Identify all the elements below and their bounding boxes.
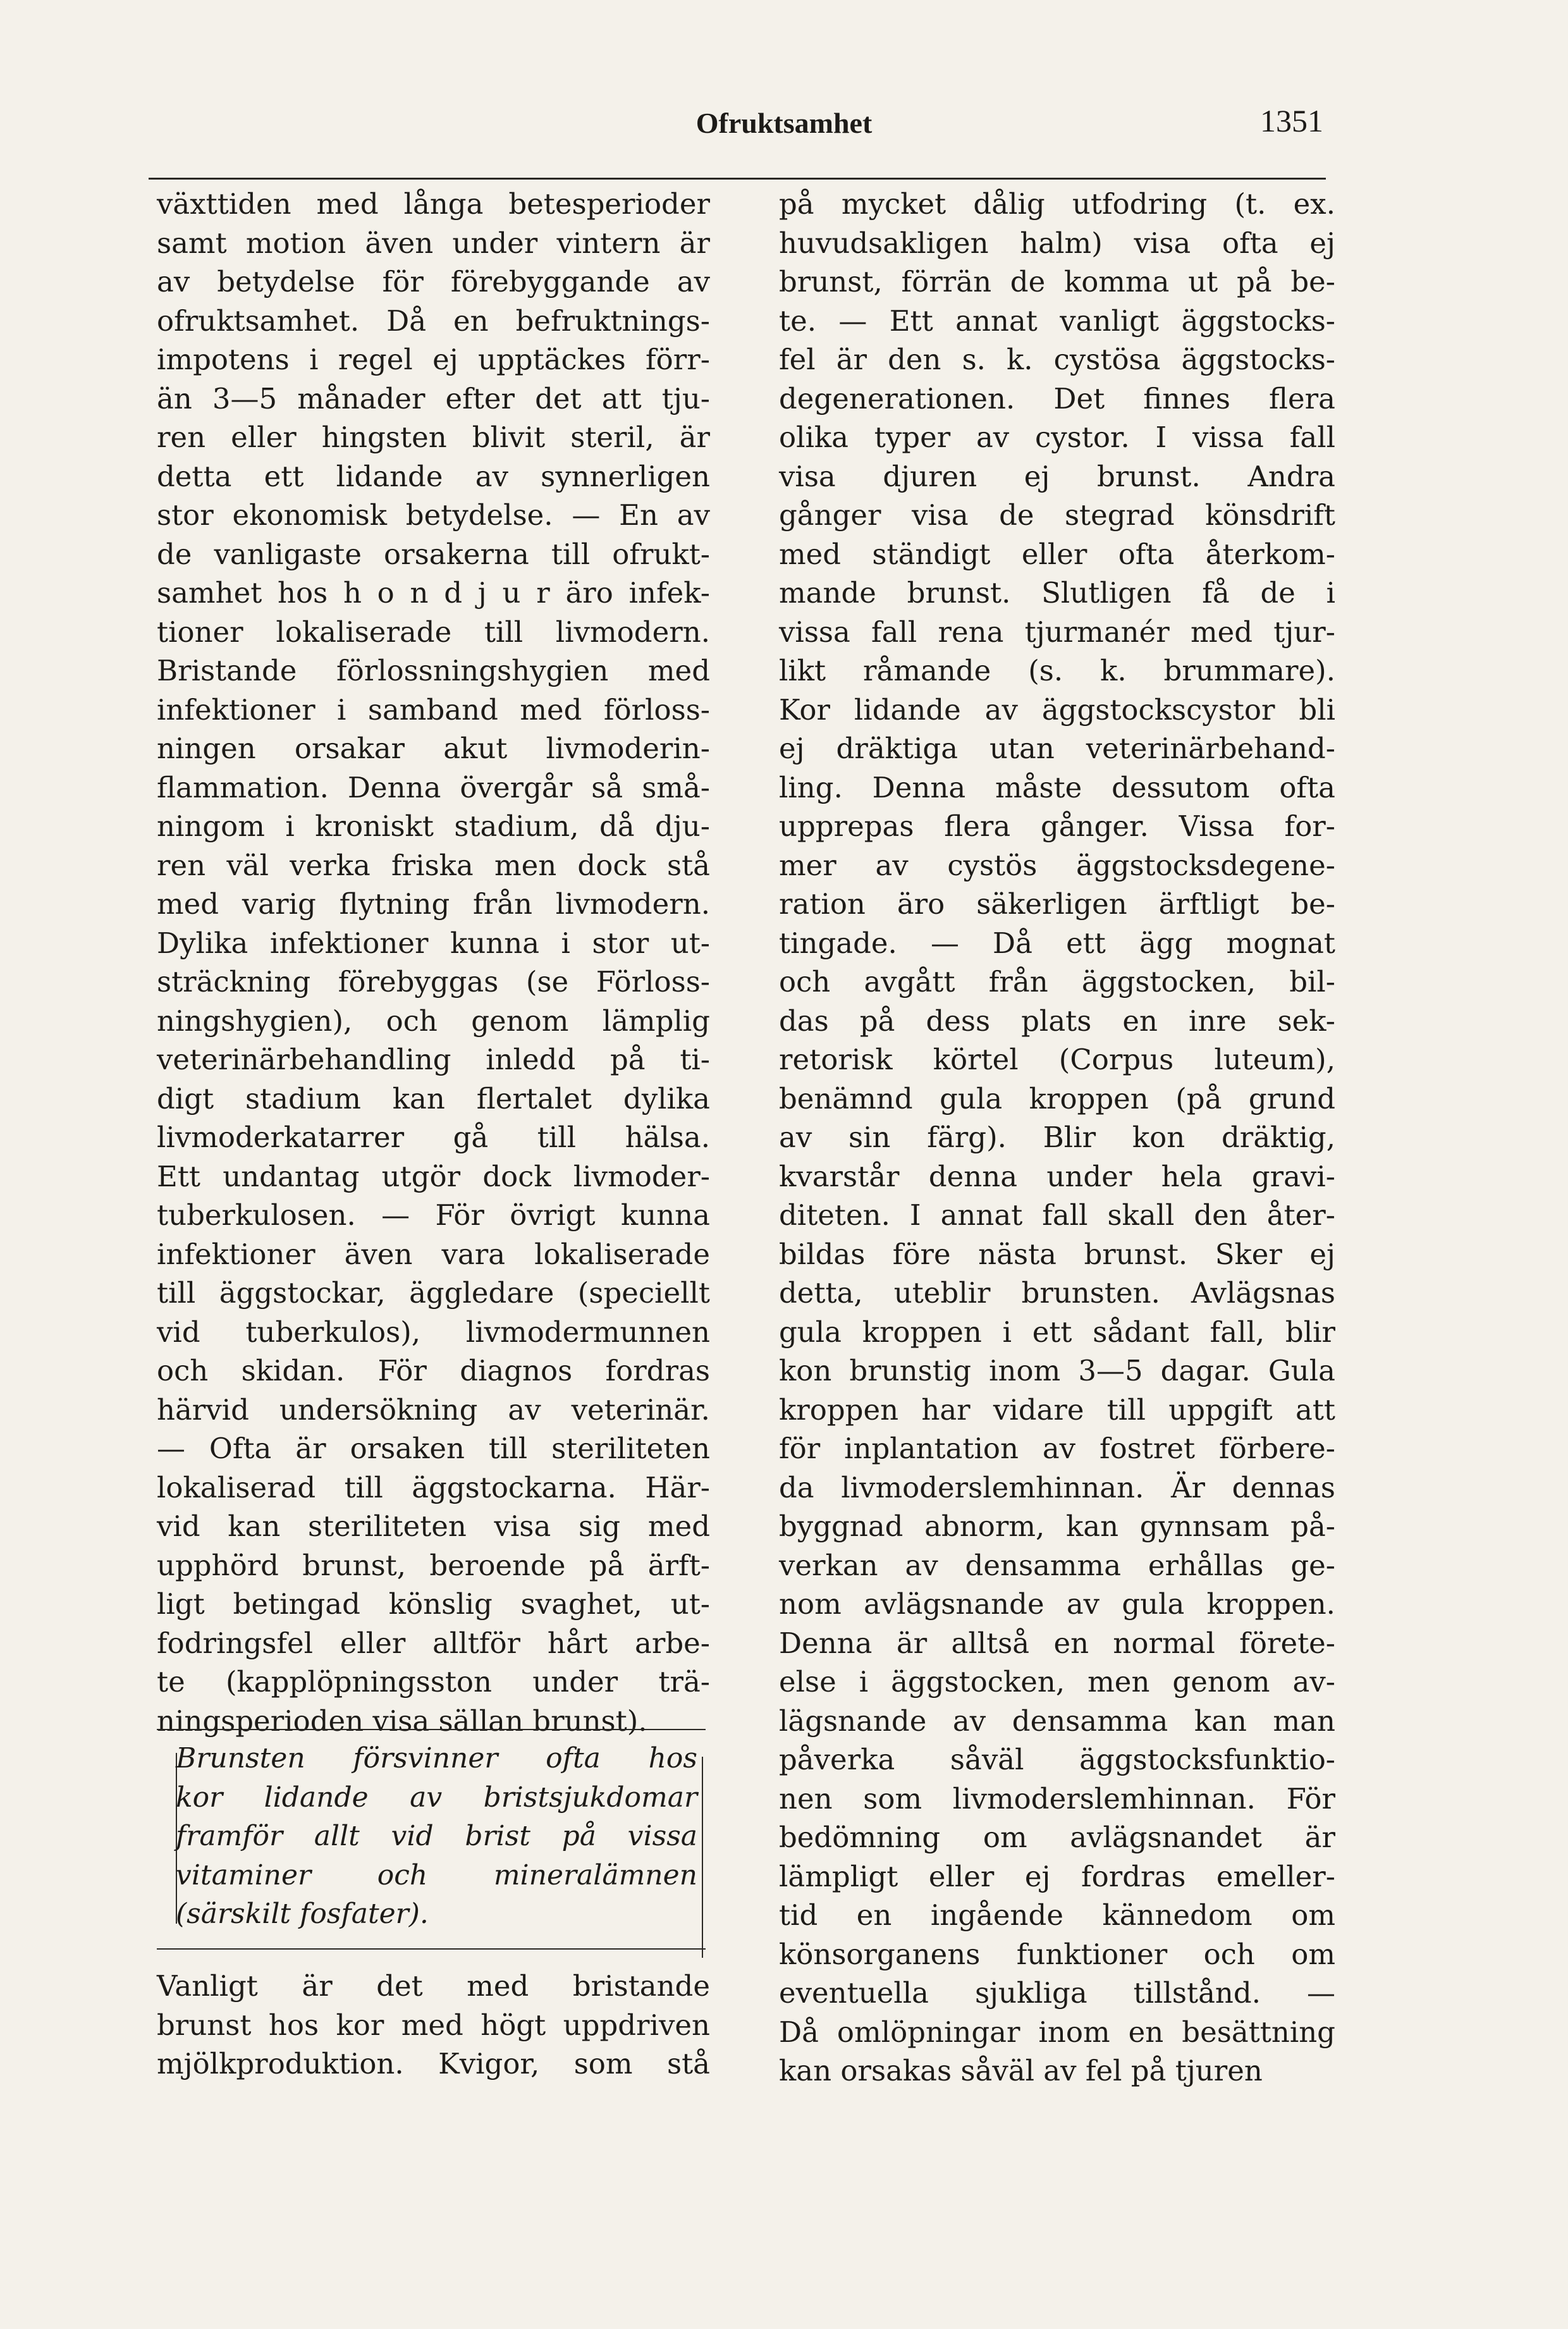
text-line: ningen orsakar akut livmoderin- [157, 732, 710, 765]
text-line: likt råmande (s. k. brummare). [779, 654, 1335, 687]
text-line: med varig flytning från livmodern. [157, 887, 710, 921]
text-line: Då omlöpningar inom en besättning [779, 2015, 1335, 2049]
text-line: nen som livmoderslemhinnan. För [779, 1781, 1335, 1816]
running-head-title: Ofruktsamhet [695, 107, 873, 139]
text-line: framför allt vid brist på vissa [176, 1820, 697, 1852]
text-line: ligt betingad könslig svaghet, ut- [157, 1587, 710, 1621]
text-line: nom avlägsnande av gula kroppen. [779, 1587, 1335, 1621]
text-line: Dylika infektioner kunna i stor ut- [157, 926, 710, 960]
text-line: och skidan. För diagnos fordras [157, 1354, 710, 1387]
text-line: Ett undantag utgör dock livmoder- [157, 1159, 710, 1193]
text-line: Denna är alltså en normal förete- [779, 1626, 1335, 1660]
text-line: tuberkulosen. — För övrigt kunna [157, 1198, 710, 1232]
text-line: på mycket dålig utfodring (t. ex. [779, 187, 1335, 221]
text-line: mande brunst. Slutligen få de i [779, 576, 1335, 610]
text-line: tid en ingående kännedom om [779, 1898, 1335, 1932]
text-line: ej dräktiga utan veterinärbehand- [779, 732, 1335, 765]
text-line: och avgått från äggstocken, bil- [779, 965, 1335, 999]
text-line: infektioner i samband med förloss- [157, 692, 710, 727]
text-line: med ständigt eller ofta återkom- [779, 537, 1335, 571]
text-line: retorisk körtel (Corpus luteum), [779, 1043, 1335, 1076]
text-line: härvid undersökning av veterinär. [157, 1392, 710, 1427]
header-rule [149, 178, 1326, 180]
text-line: else i äggstocken, men genom av- [779, 1665, 1335, 1699]
text-line: växttiden med långa betesperioder [157, 187, 710, 221]
text-line: flammation. Denna övergår så små- [157, 770, 710, 804]
text-line: lämpligt eller ej fordras emeller- [779, 1859, 1335, 1893]
text-line: infektioner även vara lokaliserade [157, 1237, 710, 1271]
text-line: påverka såväl äggstocksfunktio- [779, 1743, 1335, 1776]
text-line: till äggstockar, äggledare (speciellt [157, 1276, 710, 1310]
text-line: ling. Denna måste dessutom ofta [779, 770, 1335, 804]
text-line: livmoderkatarrer gå till hälsa. [157, 1121, 710, 1154]
text-line: te. — Ett annat vanligt äggstocks- [779, 304, 1335, 338]
text-line: fodringsfel eller alltför hårt arbe- [157, 1626, 710, 1660]
text-line: kvarstår denna under hela gravi- [779, 1159, 1335, 1193]
text-line: samt motion även under vintern är [157, 226, 710, 260]
text-line: mer av cystös äggstocksdegene- [779, 848, 1335, 882]
left-column [157, 185, 710, 1740]
text-line: gula kroppen i ett sådant fall, blir [779, 1315, 1335, 1349]
text-line: av sin färg). Blir kon dräktig, [779, 1121, 1335, 1154]
text-line: upphörd brunst, beroende på ärft- [157, 1548, 710, 1582]
sidebox-note [176, 1739, 697, 1934]
text-line: brunst hos kor med högt uppdriven [157, 2008, 710, 2042]
text-line: Brunsten försvinner ofta hos [176, 1742, 697, 1774]
text-line: degenerationen. Det finnes flera [779, 381, 1335, 415]
text-line: ren eller hingsten blivit steril, är [157, 421, 710, 454]
text-line: sträckning förebyggas (se Förloss- [157, 965, 710, 999]
text-line: vissa fall rena tjurmanér med tjur- [779, 615, 1335, 649]
text-line: brunst, förrän de komma ut på be- [779, 265, 1335, 298]
text-line: vid kan steriliteten visa sig med [157, 1509, 710, 1543]
text-line: lägsnande av densamma kan man [779, 1704, 1335, 1738]
text-line: upprepas flera gånger. Vissa for- [779, 809, 1335, 843]
text-line: kroppen har vidare till uppgift att [779, 1392, 1335, 1427]
text-line: huvudsakligen halm) visa ofta ej [779, 226, 1335, 260]
text-line: könsorganens funktioner och om [779, 1937, 1335, 1971]
text-line: bedömning om avlägsnandet är [779, 1821, 1335, 1854]
text-line: tioner lokaliserade till livmodern. [157, 615, 710, 649]
text-line: vid tuberkulos), livmodermunnen [157, 1315, 710, 1349]
page-number: 1351 [1260, 103, 1323, 138]
text-line: benämnd gula kroppen (på grund [779, 1081, 1335, 1115]
text-line: veterinärbehandling inledd på ti- [157, 1043, 710, 1076]
text-line: ningom i kroniskt stadium, då dju- [157, 809, 710, 843]
text-line: ofruktsamhet. Då en befruktnings- [157, 304, 710, 338]
text-line: än 3—5 månader efter det att tju- [157, 381, 710, 415]
text-line: Vanligt är det med bristande [157, 1969, 710, 2003]
text-line: de vanligaste orsakerna till ofrukt- [157, 537, 710, 571]
text-line: te (kapplöpningsston under trä- [157, 1665, 710, 1699]
text-line: olika typer av cystor. I vissa fall [779, 421, 1335, 454]
sidebox-right-rule [702, 1757, 703, 1958]
text-line: impotens i regel ej upptäckes förr- [157, 343, 710, 376]
text-line: samhet hos h o n d j u r äro infek- [157, 576, 710, 610]
text-line: bildas före nästa brunst. Sker ej [779, 1237, 1335, 1271]
text-line: verkan av densamma erhållas ge- [779, 1548, 1335, 1582]
left-column-bottom [157, 1967, 710, 2084]
text-line: byggnad abnorm, kan gynnsam på- [779, 1509, 1335, 1543]
sidebox-bottom-rule [157, 1948, 706, 1950]
text-line: diteten. I annat fall skall den åter- [779, 1198, 1335, 1232]
text-line: lokaliserad till äggstockarna. Här- [157, 1470, 710, 1504]
text-line: visa djuren ej brunst. Andra [779, 459, 1335, 493]
text-line: kor lidande av bristsjukdomar [176, 1781, 697, 1814]
text-line: fel är den s. k. cystösa äggstocks- [779, 343, 1335, 376]
text-line: detta ett lidande av synnerligen [157, 459, 710, 493]
text-line: — Ofta är orsaken till steriliteten [157, 1432, 710, 1465]
text-line: mjölkproduktion. Kvigor, som stå [157, 2047, 710, 2080]
text-line: detta, uteblir brunsten. Avlägsnas [779, 1276, 1335, 1310]
text-line: eventuella sjukliga tillstånd. — [779, 1976, 1335, 2010]
text-line: vitaminer och mineralämnen [176, 1859, 697, 1891]
text-line: digt stadium kan flertalet dylika [157, 1081, 710, 1115]
text-line: ningshygien), och genom lämplig [157, 1004, 710, 1038]
text-line: Bristande förlossningshygien med [157, 654, 710, 687]
text-line: kan orsakas såväl av fel på tjuren [779, 2054, 1263, 2087]
right-column [779, 185, 1335, 2091]
text-line: ningsperioden visa sällan brunst). [157, 1704, 647, 1738]
text-line: das på dess plats en inre sek- [779, 1004, 1335, 1038]
text-line: för inplantation av fostret förbere- [779, 1432, 1335, 1465]
sidebox-top-rule [157, 1729, 706, 1730]
text-line: (särskilt fosfater). [176, 1898, 429, 1930]
text-line: da livmoderslemhinnan. Är dennas [779, 1470, 1335, 1504]
text-line: ren väl verka friska men dock stå [157, 848, 710, 882]
text-line: ration äro säkerligen ärftligt be- [779, 887, 1335, 921]
text-line: gånger visa de stegrad könsdrift [779, 498, 1335, 532]
text-line: tingade. — Då ett ägg mognat [779, 926, 1335, 960]
text-line: av betydelse för förebyggande av [157, 265, 710, 298]
text-line: kon brunstig inom 3—5 dagar. Gula [779, 1354, 1335, 1387]
text-line: stor ekonomisk betydelse. — En av [157, 498, 710, 532]
text-line: Kor lidande av äggstockscystor bli [779, 692, 1335, 727]
